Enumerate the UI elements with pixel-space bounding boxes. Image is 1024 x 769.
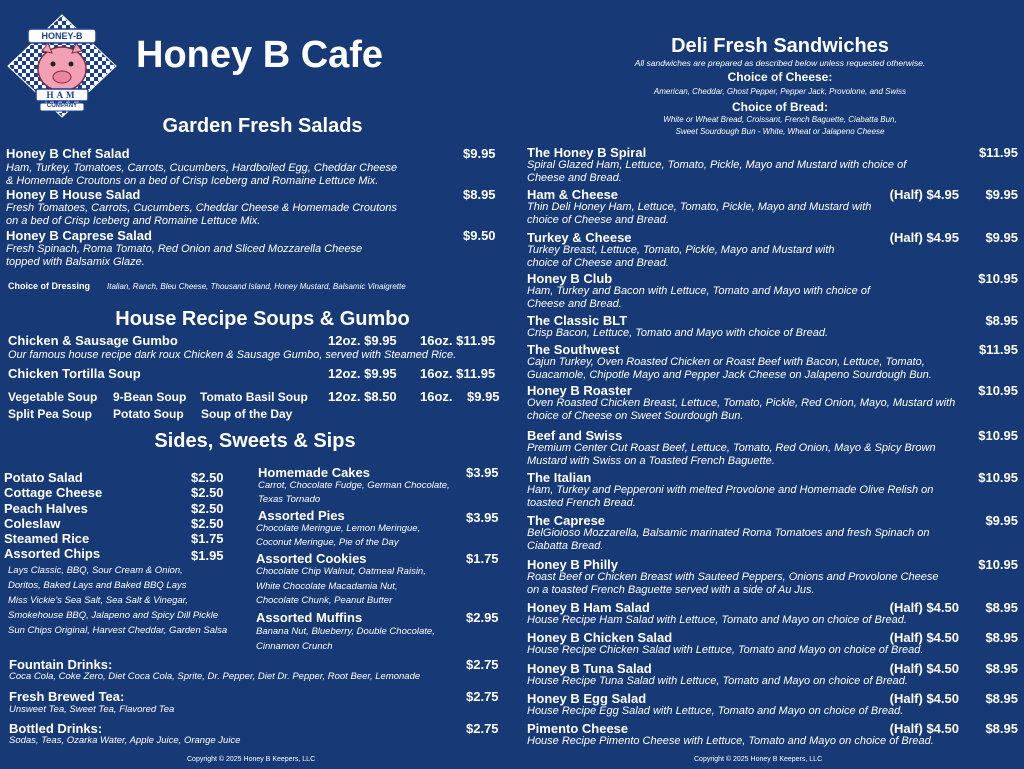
side-name: Assorted Chips xyxy=(4,546,101,561)
sandwich-price: $8.95 xyxy=(985,630,1018,645)
sandwich-name: Pimento Cheese xyxy=(527,721,629,736)
sweet-price: $3.95 xyxy=(466,465,499,480)
salad-desc: & Homemade Croutons on a bed of Crisp Iceberg and Romaine Lettuce Mix. xyxy=(6,175,379,187)
soup-option: Potato Soup xyxy=(113,407,184,421)
sandwich-name: Beef and Swiss xyxy=(527,428,623,443)
sandwich-desc-line: choice of Cheese on Sweet Sourdough Bun. xyxy=(527,409,744,422)
bread-options: Sweet Sourdough Bun - White, Wheat or Jalapeno Cheese xyxy=(675,127,885,136)
soup-name: Chicken & Sausage Gumbo xyxy=(8,333,178,348)
sandwich-desc-line: Cajun Turkey, Oven Roasted Chicken or Roast Beef with Bacon, Lettuce, Tomato, xyxy=(527,356,925,368)
drink-desc: Sodas, Teas, Ozarka Water, Apple Juice, Orange Juice xyxy=(9,735,241,746)
soup-price-16oz: $9.95 xyxy=(467,389,500,404)
salad-desc: Ham, Turkey, Tomatoes, Carrots, Cucumbers, Hardboiled Egg, Cheddar Cheese xyxy=(6,162,398,174)
sandwich-desc-line: House Recipe Pimento Cheese with Lettuce, Tomato and Mayo on choice of Bread. xyxy=(527,735,934,747)
chips-desc-line: Lays Classic, BBQ, Sour Cream & Onion, xyxy=(8,565,183,576)
sandwich-name: The Italian xyxy=(527,470,592,485)
soup-price-12oz: 12oz. $8.50 xyxy=(328,389,397,404)
logo-brand-top: HONEY-B xyxy=(41,31,83,41)
sandwich-desc-line: Ham, Turkey and Bacon with Lettuce, Tomato and Mayo with choice of xyxy=(527,285,871,297)
side-name: Steamed Rice xyxy=(4,531,90,546)
chips-desc-line: Smokehouse BBQ, Jalapeno and Spicy Dill Pickle xyxy=(8,610,219,621)
side-price: $2.50 xyxy=(191,470,224,485)
side-name: Coleslaw xyxy=(4,516,61,531)
chips-desc-line: Doritos, Baked Lays and Baked BBQ Lays xyxy=(8,580,187,591)
bread-options: White or Wheat Bread, Croissant, French Baguette, Ciabatta Bun, xyxy=(663,115,897,124)
sandwich-price: $8.95 xyxy=(985,721,1018,736)
side-price: $1.95 xyxy=(191,548,224,563)
sandwich-price: $10.95 xyxy=(978,470,1018,485)
sandwich-half-price: (Half) $4.50 xyxy=(889,600,959,615)
sandwich-desc-line: Premium Center Cut Roast Beef, Lettuce, Tomato, Red Onion, Mayo & Spicy Brown xyxy=(527,442,936,454)
salad-desc: Fresh Tomatoes, Carrots, Cucumbers, Cheddar Cheese & Homemade Croutons xyxy=(6,202,397,214)
sandwich-half-price: (Half) $4.95 xyxy=(889,230,959,245)
sandwich-desc-line: Cheese and Bread. xyxy=(527,171,622,184)
sandwich-name: Honey B Ham Salad xyxy=(527,600,650,615)
sandwich-desc-line: choice of Cheese and Bread. xyxy=(527,256,669,269)
sandwich-price: $10.95 xyxy=(978,557,1018,572)
drink-desc: Unsweet Tea, Sweet Tea, Flavored Tea xyxy=(9,704,175,715)
drink-price: $2.75 xyxy=(466,721,499,736)
soups-heading: House Recipe Soups & Gumbo xyxy=(115,308,410,330)
sweet-name: Homemade Cakes xyxy=(258,465,370,480)
salad-price: $9.50 xyxy=(463,228,496,243)
sandwich-half-price: (Half) $4.50 xyxy=(889,661,959,676)
sandwich-name: Turkey & Cheese xyxy=(527,230,632,245)
sweet-name: Assorted Cookies xyxy=(256,551,367,566)
sandwich-desc-line: Spiral Glazed Ham, Lettuce, Tomato, Pickle, Mayo and Mustard with choice of xyxy=(527,159,907,171)
salad-name: Honey B Chef Salad xyxy=(6,146,130,161)
soup-desc: Our famous house recipe dark roux Chicken & Sausage Gumbo, served with Steamed Rice. xyxy=(8,349,457,361)
side-name: Cottage Cheese xyxy=(4,485,103,500)
bread-heading: Choice of Bread: xyxy=(731,100,828,114)
soup-option: Soup of the Day xyxy=(201,407,293,421)
drink-name: Fresh Brewed Tea: xyxy=(9,689,125,704)
soup-option: Split Pea Soup xyxy=(8,407,93,421)
sandwich-half-price: (Half) $4.95 xyxy=(889,187,959,202)
sweet-desc xyxy=(256,522,420,550)
chips-desc-line: Miss Vickie's Sea Salt, Sea Salt & Vinegar, xyxy=(8,595,188,606)
sandwich-desc-line: Oven Roasted Chicken Breast, Lettuce, Tomato, Pickle, Red Onion, Mayo, Mustard with xyxy=(527,397,956,409)
sweet-desc-line: Carrot, Chocolate Fudge, German Chocolate, xyxy=(258,480,450,491)
sandwich-desc-line: Turkey Breast, Lettuce, Tomato, Pickle, Mayo and Mustard with xyxy=(527,244,835,256)
sandwich-name: Honey B Philly xyxy=(527,557,619,572)
sweet-desc xyxy=(256,565,426,609)
sandwich-price: $8.95 xyxy=(985,313,1018,328)
salad-name: Honey B Caprese Salad xyxy=(6,228,152,243)
sandwich-desc-line: Cheese and Bread. xyxy=(527,297,622,310)
sandwich-half-price: (Half) $4.50 xyxy=(889,691,959,706)
sandwich-desc-line: Roast Beef or Chicken Breast with Sauteed Peppers, Onions and Provolone Cheese xyxy=(527,571,939,583)
sandwich-desc-line: Ham, Turkey and Pepperoni with melted Provolone and Homemade Olive Relish on xyxy=(527,484,934,496)
sweet-name: Assorted Pies xyxy=(258,508,345,523)
sandwich-desc-line: House Recipe Tuna Salad with Lettuce, Tomato and Mayo on choice of Bread. xyxy=(527,675,908,687)
side-price: $2.50 xyxy=(191,501,224,516)
cheese-options: American, Cheddar, Ghost Pepper, Pepper Jack, Provolone, and Swiss xyxy=(653,87,907,96)
sweet-price: $3.95 xyxy=(466,510,499,525)
sandwich-desc-line: Thin Deli Honey Ham, Lettuce, Tomato, Pickle, Mayo and Mustard with xyxy=(527,201,872,213)
side-name: Peach Halves xyxy=(4,501,88,516)
sandwich-desc-line: choice of Cheese and Bread. xyxy=(527,213,669,226)
sandwich-price: $8.95 xyxy=(985,661,1018,676)
sandwich-name: The Classic BLT xyxy=(527,313,628,328)
side-price: $2.50 xyxy=(191,516,224,531)
salad-name: Honey B House Salad xyxy=(6,187,141,202)
sandwich-desc-line: on a toasted French Baguette served with a side of Au Jus. xyxy=(527,583,815,596)
sandwich-desc-line: House Recipe Egg Salad with Lettuce, Tomato and Mayo on choice of Bread. xyxy=(527,705,904,717)
sweet-desc-line: White Chocolate Macadamia Nut, xyxy=(256,580,398,592)
sweet-desc-line: Cinnamon Crunch xyxy=(256,641,333,652)
sandwich-half-price: (Half) $4.50 xyxy=(889,630,959,645)
sweet-desc-line: Banana Nut, Blueberry, Double Chocolate, xyxy=(256,626,435,637)
soup-price-12oz: 12oz. $9.95 xyxy=(328,366,397,381)
chips-desc xyxy=(8,563,227,638)
soup-option: Vegetable Soup xyxy=(8,390,98,404)
sweet-desc-line: Texas Tornado xyxy=(258,494,321,505)
drink-price: $2.75 xyxy=(466,689,499,704)
sweet-desc xyxy=(258,479,450,507)
sweet-desc-line: Coconut Meringue, Pie of the Day xyxy=(256,537,399,548)
sandwich-desc-line: Ciabatta Bread. xyxy=(527,539,604,552)
sandwich-price: $11.95 xyxy=(978,342,1018,357)
salad-price: $9.95 xyxy=(463,146,496,161)
sandwich-name: The Honey B Spiral xyxy=(527,145,647,160)
soup-price-16oz: 16oz. $11.95 xyxy=(420,366,496,381)
sandwich-desc-line: House Recipe Ham Salad with Lettuce, Tomato and Mayo on choice of Bread. xyxy=(527,614,907,626)
sandwich-price: $10.95 xyxy=(978,271,1018,286)
dressing-options: Italian, Ranch, Bleu Cheese, Thousand Island, Honey Mustard, Balsamic Vinaigrette xyxy=(107,282,406,291)
drink-price: $2.75 xyxy=(466,657,499,672)
sandwich-price: $10.95 xyxy=(978,383,1018,398)
honey-b-ham-logo xyxy=(6,13,118,119)
soup-option: Tomato Basil Soup xyxy=(200,390,308,404)
sandwich-name: The Southwest xyxy=(527,342,620,357)
soup-name: Chicken Tortilla Soup xyxy=(8,366,141,381)
soup-price-16oz: 16oz. $11.95 xyxy=(420,333,496,348)
drink-desc: Coca Cola, Coke Zero, Diet Coca Cola, Sprite, Dr. Pepper, Diet Dr. Pepper, Root Beer, Lemonade xyxy=(9,671,421,682)
cafe-title: Honey B Cafe xyxy=(136,34,384,76)
soup-price-12oz: 12oz. $9.95 xyxy=(328,333,397,348)
sandwich-name: Honey B Roaster xyxy=(527,383,632,398)
sandwich-half-price: (Half) $4.50 xyxy=(889,721,959,736)
sweet-price: $1.75 xyxy=(466,551,499,566)
drink-name: Bottled Drinks: xyxy=(9,721,103,736)
dressing-label: Choice of Dressing xyxy=(8,281,91,291)
sandwich-desc-line: House Recipe Chicken Salad with Lettuce, Tomato and Mayo on choice of Bread. xyxy=(527,644,924,656)
sandwich-price: $10.95 xyxy=(978,428,1018,443)
sandwich-name: Honey B Club xyxy=(527,271,613,286)
sandwich-desc-line: Mustard with Swiss on a Toasted French Baguette. xyxy=(527,454,775,467)
sweet-desc-line: Chocolate Chunk, Peanut Butter xyxy=(256,595,393,606)
logo-brand-mid: HAM xyxy=(46,90,78,100)
sandwich-desc-line: BelGioioso Mozzarella, Balsamic marinated Roma Tomatoes and fresh Spinach on xyxy=(527,527,930,539)
salad-price: $8.95 xyxy=(463,187,496,202)
sandwich-name: Honey B Chicken Salad xyxy=(527,630,673,645)
sandwich-desc-line: toasted French Bread. xyxy=(527,496,636,509)
soup-size-16oz: 16oz. xyxy=(420,389,453,404)
drink-name: Fountain Drinks: xyxy=(9,657,113,672)
salad-desc: topped with Balsamix Glaze. xyxy=(6,256,145,268)
sandwich-price: $8.95 xyxy=(985,691,1018,706)
salad-desc: Fresh Spinach, Roma Tomato, Red Onion and Sliced Mozzarella Cheese xyxy=(6,243,363,255)
sandwich-desc-line: Guacamole, Chipotle Mayo and Pepper Jack Cheese on Jalapeno Sourdough Bun. xyxy=(527,368,932,381)
cheese-heading: Choice of Cheese: xyxy=(727,70,833,84)
logo-brand-bottom: COMPANY xyxy=(46,103,78,109)
side-price: $1.75 xyxy=(191,531,224,546)
sweet-desc-line: Chocolate Chip Walnut, Oatmeal Raisin, xyxy=(256,566,426,577)
sandwich-price: $9.95 xyxy=(985,513,1018,528)
sandwich-name: The Caprese xyxy=(527,513,606,528)
chips-desc-line: Sun Chips Original, Harvest Cheddar, Garden Salsa xyxy=(8,625,228,636)
sweet-name: Assorted Muffins xyxy=(256,610,363,625)
side-price: $2.50 xyxy=(191,485,224,500)
sweet-price: $2.95 xyxy=(466,610,499,625)
copyright-right: Copyright © 2025 Honey B Keepers, LLC xyxy=(694,756,823,763)
sandwich-desc-line: Crisp Bacon, Lettuce, Tomato and Mayo with choice of Bread. xyxy=(527,327,829,339)
sandwich-name: Ham & Cheese xyxy=(527,187,619,202)
copyright-left: Copyright © 2025 Honey B Keepers, LLC xyxy=(187,756,316,763)
side-name: Potato Salad xyxy=(4,470,83,485)
sandwiches-heading: Deli Fresh Sandwiches xyxy=(671,35,889,57)
sandwich-price: $11.95 xyxy=(978,145,1018,160)
sides-heading: Sides, Sweets & Sips xyxy=(154,430,356,452)
sandwich-name: Honey B Tuna Salad xyxy=(527,661,652,676)
sandwich-price: $9.95 xyxy=(985,230,1018,245)
sweet-desc xyxy=(256,624,435,654)
salad-desc: on a bed of Crisp Iceberg and Romaine Lettuce Mix. xyxy=(6,215,261,227)
soup-option: 9-Bean Soup xyxy=(113,390,187,404)
sweet-desc-line: Chocolate Meringue, Lemon Meringue, xyxy=(256,523,421,534)
sandwich-name: Honey B Egg Salad xyxy=(527,691,647,706)
sandwich-price: $8.95 xyxy=(985,600,1018,615)
salads-heading: Garden Fresh Salads xyxy=(162,115,363,137)
sandwiches-subtitle: All sandwiches are prepared as described below unless requested otherwise. xyxy=(634,58,926,68)
sandwich-price: $9.95 xyxy=(985,187,1018,202)
